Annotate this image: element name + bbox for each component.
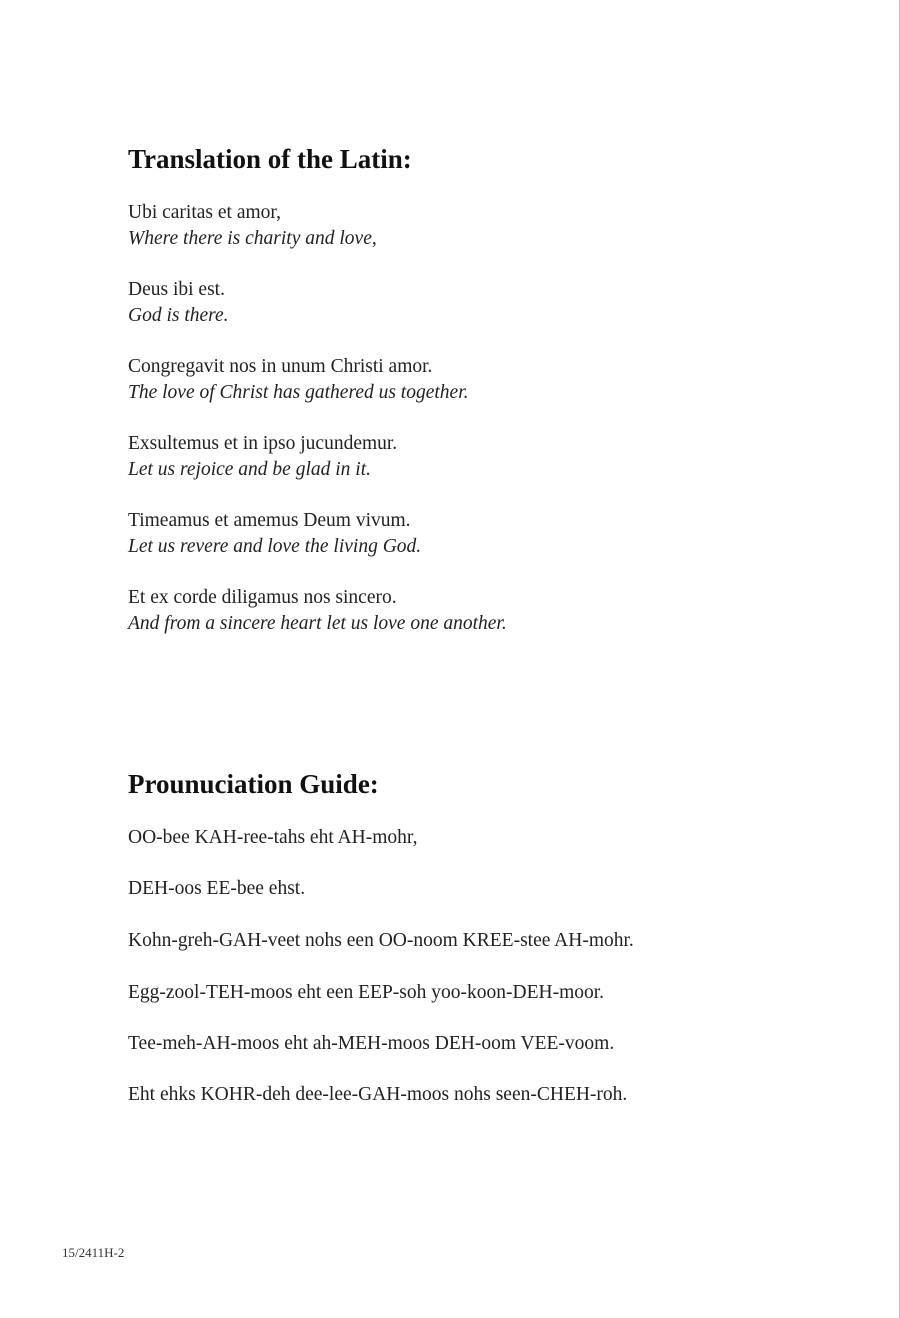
pronunciation-line: Egg-zool-TEH-moos eht een EEP-soh yoo-koon-DEH-moor. [128, 982, 605, 1003]
english-line: And from a sincere heart let us love one another. [128, 613, 507, 634]
english-line: Let us rejoice and be glad in it. [128, 459, 371, 480]
latin-line: Deus ibi est. [128, 279, 225, 300]
latin-line: Et ex corde diligamus nos sincero. [128, 587, 397, 608]
latin-line: Exsultemus et in ipso jucundemur. [128, 433, 398, 454]
latin-line: Congregavit nos in unum Christi amor. [128, 356, 433, 377]
translation-title: Translation of the Latin: [128, 144, 412, 174]
pronunciation-line: Kohn-greh-GAH-veet nohs een OO-noom KREE-stee AH-mohr. [128, 930, 634, 951]
pronunciation-line: Tee-meh-AH-moos eht ah-MEH-moos DEH-oom VEE-voom. [128, 1033, 615, 1054]
pronunciation-line: Eht ehks KOHR-deh dee-lee-GAH-moos nohs seen-CHEH-roh. [128, 1084, 628, 1105]
english-line: The love of Christ has gathered us together. [128, 382, 469, 403]
latin-line: Timeamus et amemus Deum vivum. [128, 510, 411, 531]
pronunciation-title: Prounuciation Guide: [128, 769, 379, 799]
publication-code: 15/2411H-2 [62, 1245, 125, 1260]
pronunciation-line: DEH-oos EE-bee ehst. [128, 878, 306, 899]
english-line: Let us revere and love the living God. [128, 536, 422, 557]
english-line: God is there. [128, 305, 229, 326]
english-line: Where there is charity and love, [128, 228, 377, 249]
pronunciation-line: OO-bee KAH-ree-tahs eht AH-mohr, [128, 827, 418, 848]
latin-line: Ubi caritas et amor, [128, 202, 281, 223]
